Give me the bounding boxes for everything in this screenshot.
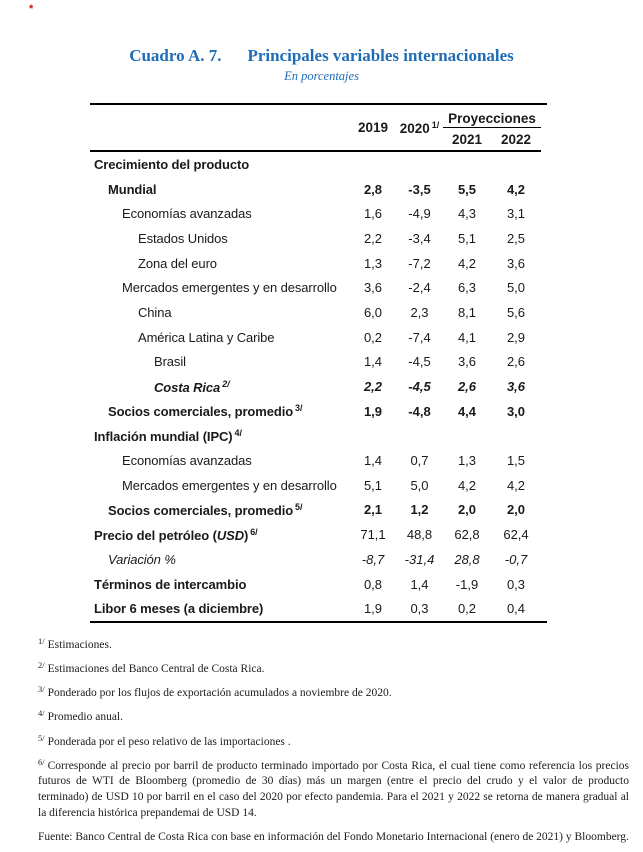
footnote-text: Ponderado por los flujos de exportación acumulados a noviembre de 2020. <box>47 687 392 700</box>
table-row <box>90 473 541 498</box>
footnote <box>38 733 629 751</box>
table-row <box>90 374 541 399</box>
table-row <box>90 399 541 424</box>
row-label: Brasil <box>154 354 186 370</box>
cell-value: -8,7 <box>361 551 385 567</box>
cell-value: 4,2 <box>506 477 526 493</box>
table-row <box>90 424 541 449</box>
row-label: Mercados emergentes y en desarrollo <box>122 280 337 296</box>
cell-value: 5,0 <box>410 477 429 493</box>
cell-value: 4,2 <box>457 477 477 493</box>
footnote-marker: 2/ <box>38 660 45 671</box>
cell-value: 0,3 <box>410 601 429 617</box>
footnote-marker: 1/ <box>38 636 45 646</box>
cell-value: 0,2 <box>457 601 477 617</box>
table-body <box>90 152 541 621</box>
table-row <box>90 350 541 375</box>
cell-value: -0,7 <box>504 551 528 567</box>
row-label: Mercados emergentes y en desarrollo <box>122 477 337 493</box>
row-label: Inflación mundial (IPC) $^{4/}$ <box>94 427 242 444</box>
cell-value: 2,2 <box>363 379 383 395</box>
page-title <box>0 46 643 66</box>
cell-value: 1,6 <box>363 206 383 222</box>
table-row <box>90 300 541 325</box>
footnote <box>38 636 629 654</box>
cell-value: 48,8 <box>406 527 433 543</box>
table-row <box>90 498 541 523</box>
cell-value: -4,9 <box>408 206 431 222</box>
footnote-ref: 4/ <box>234 427 242 438</box>
table-row <box>90 251 541 276</box>
cell-value: -1,9 <box>455 576 479 592</box>
footnote-ref: 1/ <box>431 119 440 130</box>
cell-value: -2,4 <box>408 280 431 296</box>
cell-value: 4,2 <box>506 181 526 197</box>
footnote-text: Estimaciones. <box>47 639 112 651</box>
cell-value: 3,6 <box>457 354 477 370</box>
footnote-marker: 3/ <box>38 684 45 695</box>
footnote-ref: 2/ <box>222 378 230 389</box>
cell-value: 1,5 <box>506 453 526 469</box>
cell-value: 5,6 <box>506 304 526 320</box>
cell-value: -7,2 <box>408 255 431 271</box>
cell-value: 1,9 <box>363 403 383 419</box>
footnote-ref: 6/ <box>250 526 258 537</box>
table-subtitle: En porcentajes <box>284 69 359 83</box>
cell-value: 0,8 <box>363 576 383 592</box>
row-label: China <box>138 304 172 320</box>
cell-value: -3,4 <box>408 230 431 246</box>
row-label: Mundial <box>108 181 157 197</box>
cell-value: 5,5 <box>457 181 477 197</box>
row-label: Libor 6 meses (a diciembre) <box>94 601 264 617</box>
footnote-text: Promedio anual. <box>47 711 123 724</box>
column-header-2021: 2021 <box>451 131 483 147</box>
column-group-proyecciones: Proyecciones <box>443 111 541 128</box>
cell-value: 2,1 <box>363 502 383 518</box>
cell-value: -4,8 <box>408 403 431 419</box>
cell-value: -3,5 <box>408 181 431 197</box>
cell-value: 2,0 <box>506 502 526 518</box>
footnote-marker: 6/ <box>38 756 45 767</box>
table-row <box>90 226 541 251</box>
cell-value: 1,3 <box>457 453 477 469</box>
cell-value: -31,4 <box>404 551 435 567</box>
cell-value: 2,2 <box>363 230 383 246</box>
footnote-marker: 5/ <box>38 732 45 743</box>
cell-value: 6,3 <box>457 280 477 296</box>
cell-value: 5,0 <box>506 280 526 296</box>
table-number-label: Cuadro A. 7. <box>129 46 222 65</box>
source-line: Fuente: Banco Central de Costa Rica con base en información del Fondo Monetario Internacional (enero de 2021) y Bloomberg. <box>38 831 629 844</box>
cell-value: 3,6 <box>506 379 526 395</box>
row-label: Estados Unidos <box>138 230 228 246</box>
cell-value: 5,1 <box>363 477 383 493</box>
table-row <box>90 522 541 547</box>
cell-value: -7,4 <box>408 329 431 345</box>
footnote-ref: 5/ <box>295 501 303 512</box>
table-row <box>90 152 541 177</box>
table-row <box>90 177 541 202</box>
cell-value: 2,6 <box>506 354 526 370</box>
cell-value: 62,8 <box>454 527 480 543</box>
table-row <box>90 547 541 572</box>
row-label: Crecimiento del producto <box>94 156 250 172</box>
cell-value: 4,1 <box>457 329 477 345</box>
cell-value: 4,3 <box>457 206 477 222</box>
cell-value: 0,4 <box>506 601 526 617</box>
row-label: Costa Rica $^{2/}$ <box>154 378 230 395</box>
column-header-2019: 2019 <box>357 120 389 135</box>
table-header <box>90 105 541 152</box>
table-title-text: Principales variables internacionales <box>247 46 514 65</box>
cell-value: 4,2 <box>457 255 477 271</box>
row-label: Precio del petróleo (USD) $^{6/}$ <box>94 526 258 543</box>
cell-value: 3,6 <box>363 280 383 296</box>
cell-value: 71,1 <box>360 527 386 543</box>
cell-value: 1,4 <box>363 354 383 370</box>
row-label: Variación % <box>108 551 176 567</box>
table-row <box>90 572 541 597</box>
red-corner-mark-icon: * <box>29 3 34 15</box>
cell-value: 0,3 <box>506 576 526 592</box>
cell-value: 62,4 <box>503 527 529 543</box>
footnote-text: Ponderada por el peso relativo de las importaciones . <box>47 735 291 748</box>
table-row <box>90 325 541 350</box>
footnote <box>38 708 629 726</box>
cell-value: 6,0 <box>363 304 383 320</box>
footnote-ref: 3/ <box>295 403 303 414</box>
table-row <box>90 201 541 226</box>
cell-value: 2,5 <box>506 230 526 246</box>
table-title-block <box>0 46 643 84</box>
column-header-2020: 2020 $^{1/}$ <box>399 119 440 136</box>
cell-value: 2,8 <box>363 181 383 197</box>
footnote <box>38 757 629 822</box>
cell-value: 5,1 <box>457 230 477 246</box>
cell-value: 1,2 <box>410 502 429 518</box>
cell-value: 1,4 <box>363 453 383 469</box>
cell-value: 8,1 <box>457 304 477 320</box>
cell-value: 2,9 <box>506 329 526 345</box>
table-row <box>90 448 541 473</box>
footnote-text: Estimaciones del Banco Central de Costa Rica. <box>47 663 265 676</box>
cell-value: 1,3 <box>363 255 383 271</box>
cell-value: 0,2 <box>363 329 383 345</box>
cell-value: 1,4 <box>410 576 429 592</box>
cell-value: 2,0 <box>457 502 477 518</box>
footnote-marker: 4/ <box>38 708 45 719</box>
footnotes-block <box>38 636 629 852</box>
row-label: Socios comerciales, promedio $^{3/}$ <box>108 403 303 420</box>
column-header-2022: 2022 <box>500 131 532 147</box>
cell-value: -4,5 <box>408 354 431 370</box>
row-label: Economías avanzadas <box>122 453 252 469</box>
row-label: Términos de intercambio <box>94 576 247 592</box>
cell-value: 3,1 <box>506 206 526 222</box>
cell-value: 3,6 <box>506 255 526 271</box>
table-row <box>90 275 541 300</box>
footnote <box>38 660 629 678</box>
row-label: Economías avanzadas <box>122 206 252 222</box>
cell-value: 4,4 <box>457 403 477 419</box>
cell-value: 1,9 <box>363 601 383 617</box>
data-table <box>90 103 547 623</box>
cell-value: 2,6 <box>457 379 477 395</box>
cell-value: -4,5 <box>408 379 431 395</box>
cell-value: 0,7 <box>410 453 429 469</box>
row-label: América Latina y Caribe <box>138 329 275 345</box>
cell-value: 28,8 <box>454 551 480 567</box>
cell-value: 2,3 <box>410 304 429 320</box>
footnote <box>38 684 629 702</box>
row-label: Zona del euro <box>138 255 217 271</box>
table-row <box>90 596 541 621</box>
footnote-text: Corresponde al precio por barril de producto terminado importado por Costa Rica, el cual tiene como referencia los precios futuros de WTI de Bloomberg (promedio de 30 días) más un margen (entre el precio del crudo y el valor de producto terminado) de USD 10 por barril en el caso del 2020 por efecto pandemia. Para el 2021 y 2022 se retorna de manera gradual al la diferencia histórica prepandemai de USD 14. <box>38 759 629 819</box>
row-label: Socios comerciales, promedio $^{5/}$ <box>108 501 303 518</box>
cell-value: 3,0 <box>506 403 526 419</box>
